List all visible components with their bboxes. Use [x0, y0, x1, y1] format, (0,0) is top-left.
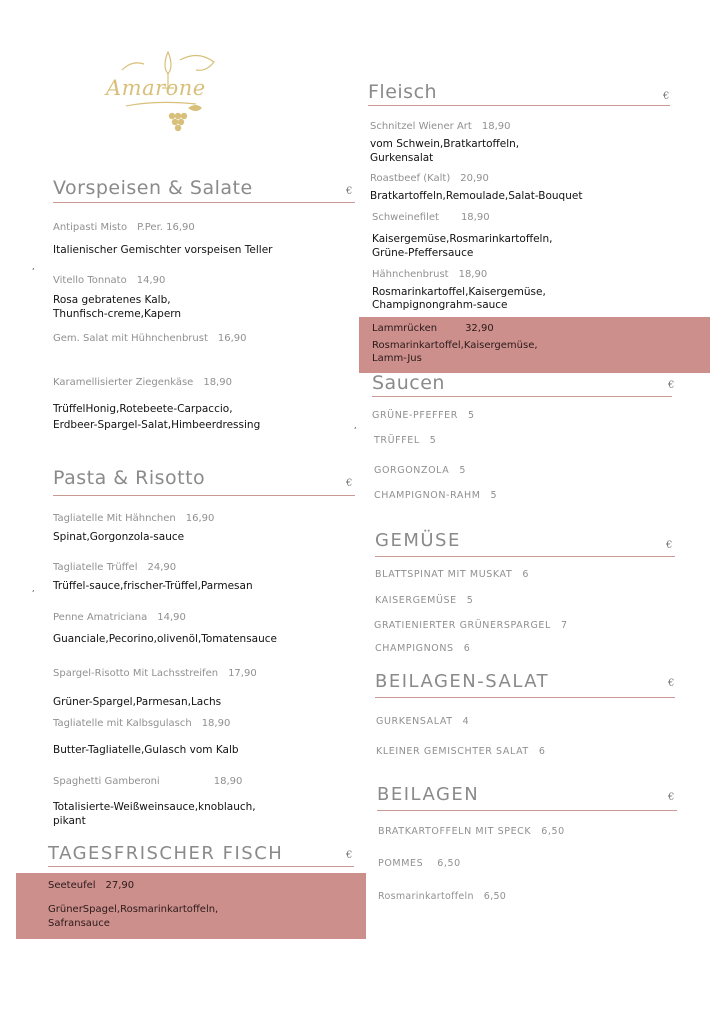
- side-item: KAISERGEMÜSE 5: [375, 595, 474, 606]
- side-item: BLATTSPINAT MIT MUSKAT 6: [375, 569, 529, 580]
- menu-item-desc: Grüner-Spargel,Parmesan,Lachs: [53, 696, 222, 708]
- section-divider: [375, 697, 675, 698]
- menu-item-name: Lammrücken 32,90: [372, 323, 494, 334]
- side-item: GRATIENIERTER GRÜNERSPARGEL 7: [374, 620, 568, 631]
- menu-item-desc: Guanciale,Pecorino,olivenöl,Tomatensauce: [53, 633, 277, 645]
- currency-symbol: €: [666, 540, 673, 551]
- section-title-gemuese: GEMÜSE: [375, 530, 461, 551]
- menu-item-desc: vom Schwein,Bratkartoffeln,: [370, 138, 520, 150]
- section-title-beilagen: BEILAGEN: [377, 784, 480, 805]
- menu-item-desc: Bratkartoffeln,Remoulade,Salat-Bouquet: [370, 190, 583, 202]
- section-divider: [375, 556, 675, 557]
- menu-item-name: Tagliatelle Mit Hähnchen 16,90: [53, 513, 215, 524]
- scan-mark: ,: [32, 262, 35, 271]
- side-item: CHAMPIGNONS 6: [375, 643, 471, 654]
- menu-item-name: Vitello Tonnato 14,90: [53, 275, 166, 286]
- menu-item-name: Spargel-Risotto Mit Lachsstreifen 17,90: [53, 668, 257, 679]
- menu-item-desc: Champignongrahm-sauce: [372, 299, 508, 311]
- side-item: Rosmarinkartoffeln 6,50: [378, 891, 507, 902]
- side-item: CHAMPIGNON-RAHM 5: [374, 490, 498, 501]
- section-divider: [53, 495, 355, 496]
- menu-item-desc: Erdbeer-Spargel-Salat,Himbeerdressing: [53, 419, 261, 431]
- menu-item-desc: Kaisergemüse,Rosmarinkartoffeln,: [372, 233, 553, 245]
- section-divider: [377, 810, 677, 811]
- menu-item-desc: Italienischer Gemischter vorspeisen Teller: [53, 244, 273, 256]
- side-item: POMMES 6,50: [378, 858, 461, 869]
- menu-item-desc: GrünerSpagel,Rosmarinkartoffeln,: [48, 904, 219, 915]
- menu-item-desc: pikant: [53, 815, 86, 827]
- menu-item-name: Spaghetti Gamberoni 18,90: [53, 776, 243, 787]
- menu-item-name: Schnitzel Wiener Art 18,90: [370, 121, 511, 132]
- menu-item-desc: Trüffel-sauce,frischer-Trüffel,Parmesan: [53, 580, 253, 592]
- menu-item-desc: Spinat,Gorgonzola-sauce: [53, 531, 185, 543]
- side-item: TRÜFFEL 5: [374, 435, 437, 446]
- menu-item-name: Schweinefilet 18,90: [372, 212, 490, 223]
- side-item: GURKENSALAT 4: [376, 716, 470, 727]
- menu-item-desc: Thunfisch-creme,Kapern: [53, 308, 182, 320]
- menu-item-desc: Safransauce: [48, 918, 110, 929]
- menu-item-desc: Butter-Tagliatelle,Gulasch vom Kalb: [53, 744, 239, 756]
- scan-mark: ,: [32, 584, 35, 593]
- section-divider: [53, 202, 355, 203]
- section-title-pasta: Pasta & Risotto: [53, 467, 206, 489]
- menu-item-desc: Lamm-Jus: [372, 353, 422, 364]
- menu-item-desc: Totalisierte-Weißweinsauce,knoblauch,: [53, 801, 256, 813]
- currency-symbol: €: [346, 186, 353, 197]
- section-divider: [368, 105, 670, 106]
- menu-item-name: Antipasti Misto P.Per. 16,90: [53, 222, 195, 233]
- logo-wordmark: Amarone: [106, 76, 206, 100]
- menu-item-name: Roastbeef (Kalt) 20,90: [370, 173, 489, 184]
- currency-symbol: €: [346, 850, 353, 861]
- side-item: GORGONZOLA 5: [374, 465, 467, 476]
- highlighted-dish: [359, 317, 710, 373]
- menu-item-desc: Grüne-Pfeffersauce: [372, 247, 474, 259]
- section-title-beilagen-salat: BEILAGEN-SALAT: [375, 671, 550, 692]
- section-title-vorspeisen: Vorspeisen & Salate: [53, 177, 253, 199]
- menu-item-desc: TrüffelHonig,Rotebeete-Carpaccio,: [53, 403, 233, 415]
- section-divider: [48, 866, 354, 867]
- currency-symbol: €: [663, 91, 670, 102]
- currency-symbol: €: [346, 478, 353, 489]
- amarone-logo: [104, 46, 226, 142]
- side-item: GRÜNE-PFEFFER 5: [372, 410, 475, 421]
- menu-item-desc: Rosmarinkartoffel,Kaisergemüse,: [372, 286, 546, 298]
- section-title-saucen: Saucen: [372, 372, 445, 394]
- menu-item-name: Gem. Salat mit Hühnchenbrust 16,90: [53, 333, 247, 344]
- menu-item-name: Tagliatelle mit Kalbsgulasch 18,90: [53, 718, 231, 729]
- currency-symbol: €: [668, 380, 675, 391]
- highlighted-dish: [16, 873, 366, 939]
- scan-mark: ,: [354, 421, 357, 430]
- menu-item-name: Tagliatelle Trüffel 24,90: [53, 562, 177, 573]
- menu-item-desc: Rosa gebratenes Kalb,: [53, 294, 171, 306]
- side-item: BRATKARTOFFELN MIT SPECK 6,50: [378, 826, 565, 837]
- menu-item-desc: Gurkensalat: [370, 152, 434, 164]
- menu-item-name: Seeteufel 27,90: [48, 880, 135, 891]
- currency-symbol: €: [668, 678, 675, 689]
- menu-item-name: Karamellisierter Ziegenkäse 18,90: [53, 377, 232, 388]
- menu-item-name: Penne Amatriciana 14,90: [53, 612, 186, 623]
- menu-item-desc: Rosmarinkartoffel,Kaisergemüse,: [372, 340, 538, 351]
- section-title-fisch: TAGESFRISCHER FISCH: [48, 843, 284, 864]
- section-title-fleisch: Fleisch: [368, 81, 438, 103]
- section-divider: [372, 396, 672, 397]
- currency-symbol: €: [668, 792, 675, 803]
- side-item: KLEINER GEMISCHTER SALAT 6: [376, 746, 546, 757]
- menu-item-name: Hähnchenbrust 18,90: [372, 269, 488, 280]
